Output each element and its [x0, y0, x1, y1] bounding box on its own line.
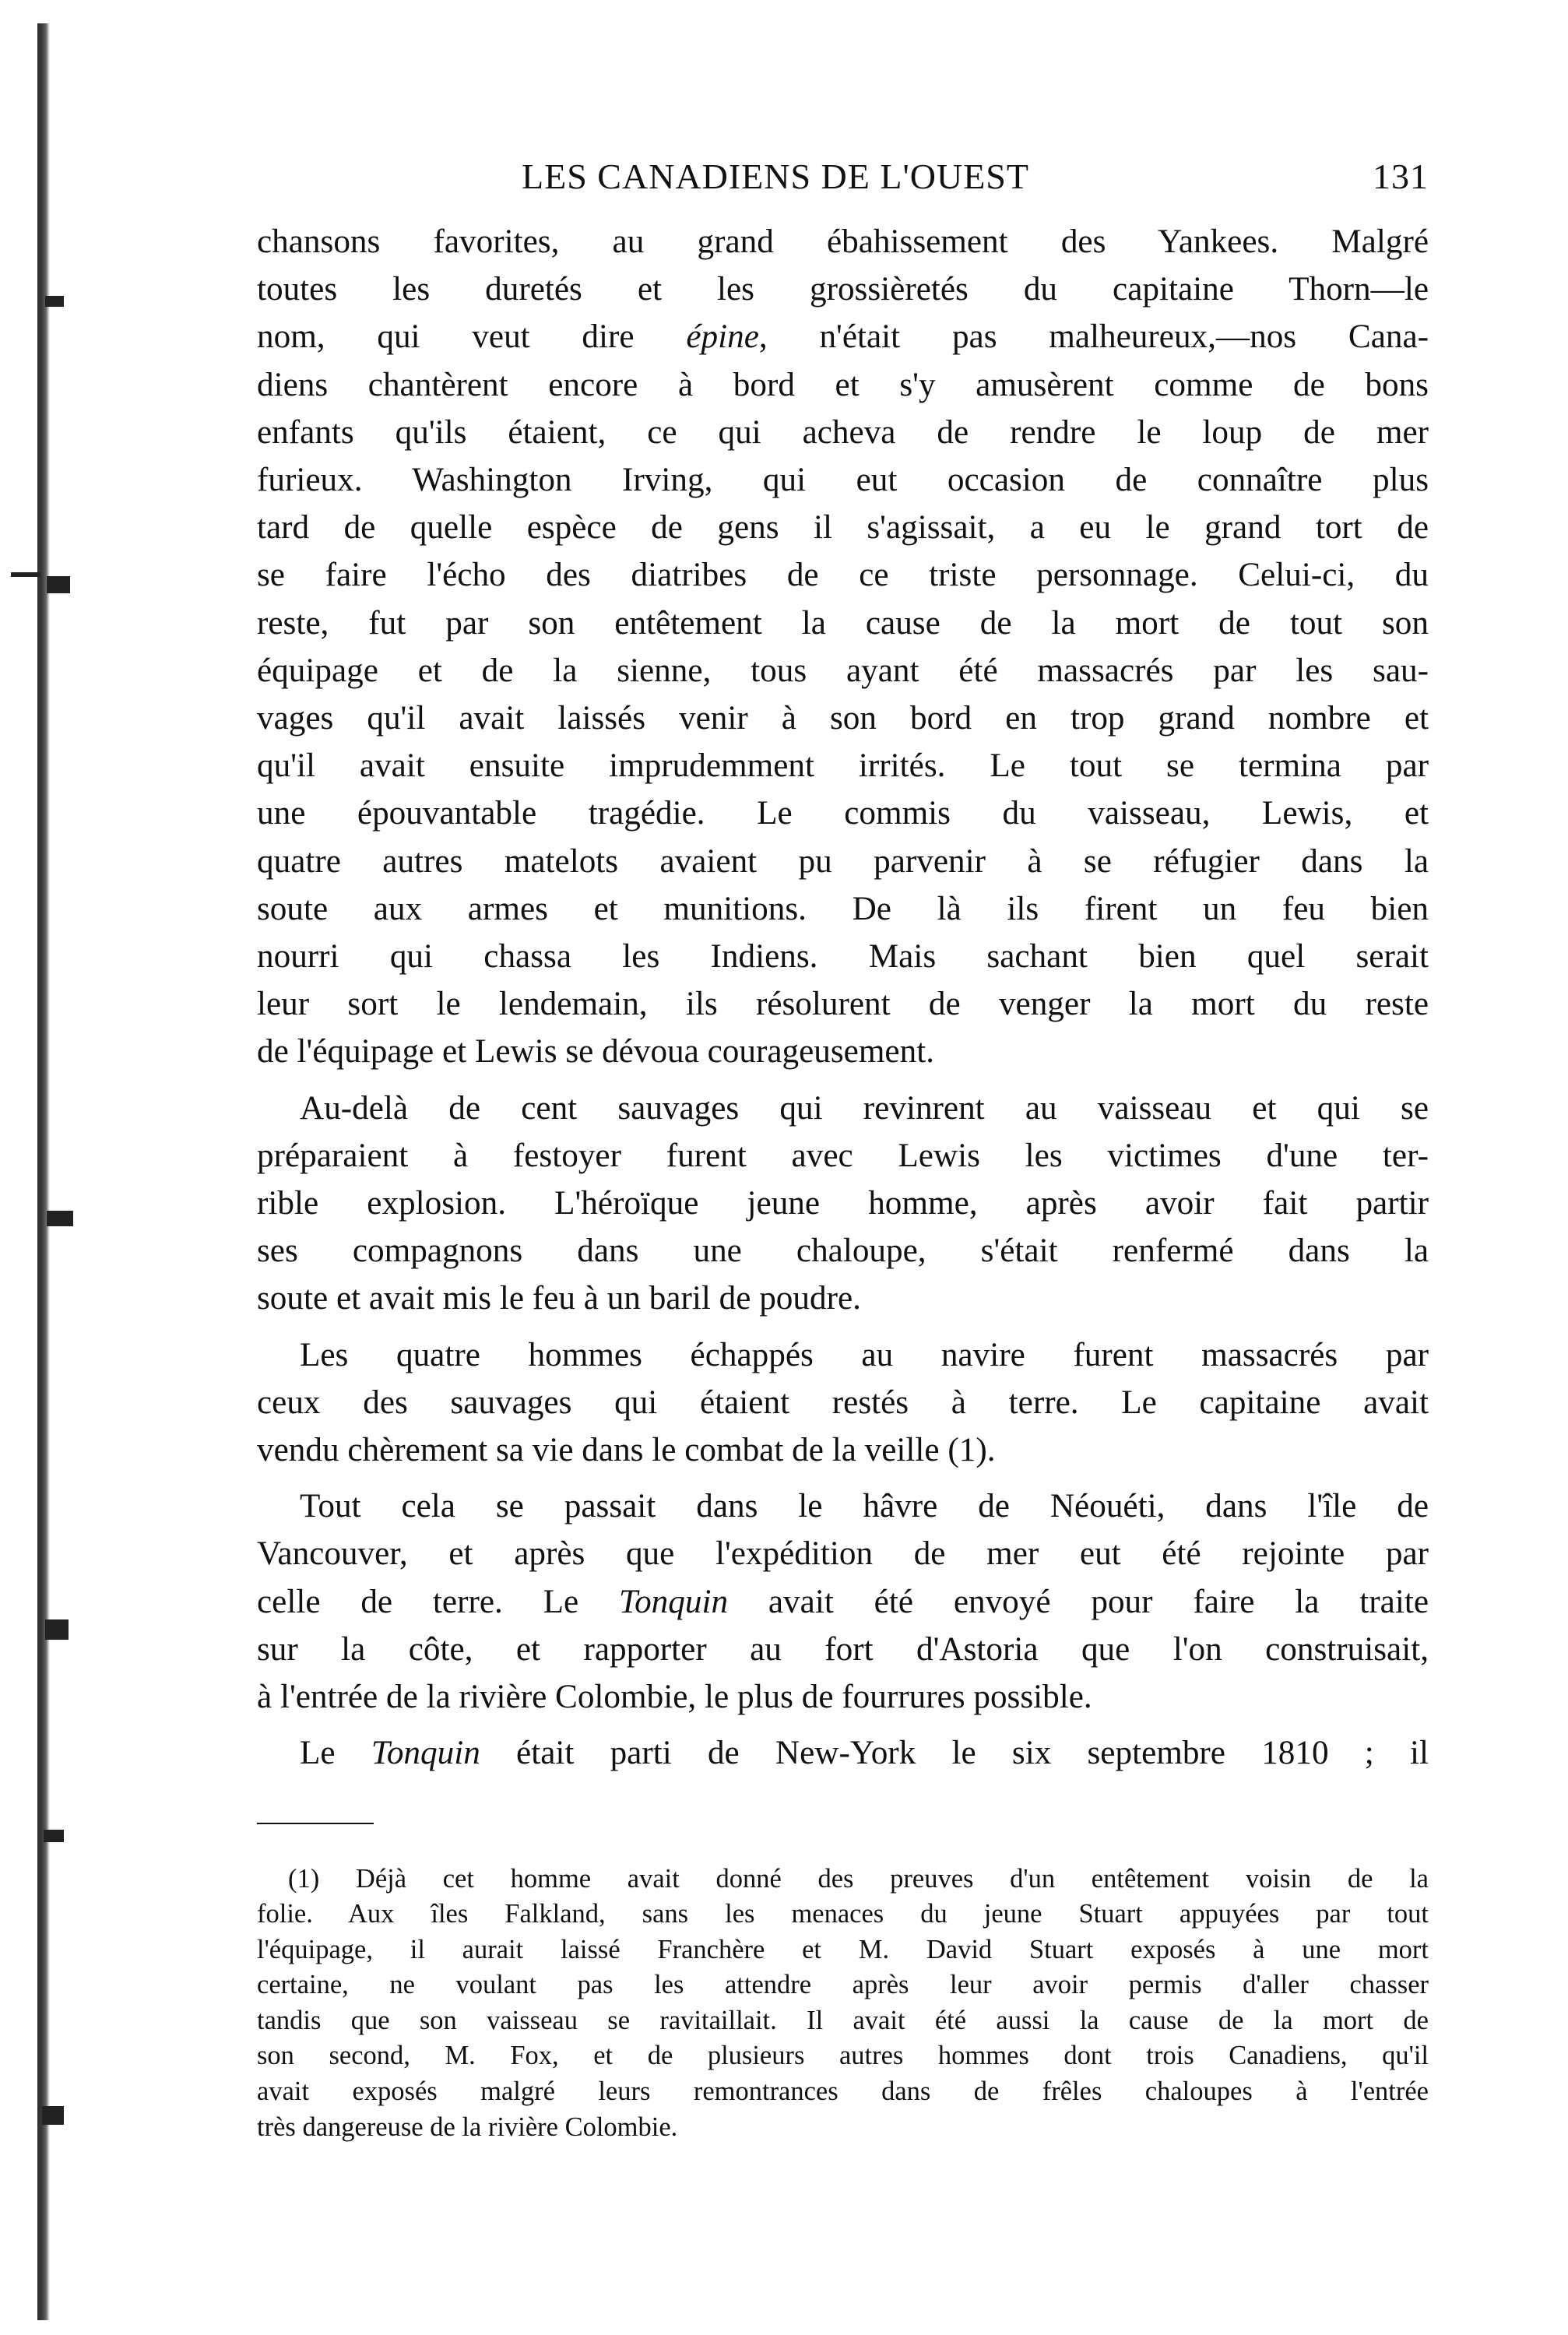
italic-word: épine [686, 318, 759, 356]
footnote-line: certaine, ne voulant pas les attendre après leur avoir permis d'aller chasser [257, 1970, 1429, 2000]
text-line: leur sort le lendemain, ils résolurent de venger la mort du reste [257, 986, 1429, 1023]
footnote [257, 1862, 1429, 2146]
text-line: équipage et de la sienne, tous ayant été massacrés par les sau- [257, 652, 1429, 689]
binding-mark [47, 1211, 73, 1226]
text-line: furieux. Washington Irving, qui eut occasion de connaître plus [257, 462, 1429, 499]
footnote-line: l'équipage, il aurait laissé Franchère et M. David Stuart exposés à une mort [257, 1934, 1429, 1964]
footnote-line: avait exposés malgré leurs remontrances dans de frêles chaloupes à l'entrée [257, 2077, 1429, 2107]
page-number: 131 [1373, 156, 1429, 196]
text-line: qu'il avait ensuite imprudemment irrités. Le tout se termina par [257, 747, 1429, 785]
running-head [257, 156, 1429, 202]
binding-mark [44, 1830, 64, 1842]
text-line: ses compagnons dans une chaloupe, s'était renfermé dans la [257, 1233, 1429, 1270]
footnote-line: folie. Aux îles Falkland, sans les menaces du jeune Stuart appuyées par tout [257, 1899, 1429, 1929]
text-line: vendu chèrement sa vie dans le combat de la veille (1). [257, 1432, 996, 1469]
text-line: ceux des sauvages qui étaient restés à terre. Le capitaine avait [257, 1384, 1429, 1421]
text-line: Les quatre hommes échappés au navire furent massacrés par [300, 1336, 1429, 1373]
text-line: Vancouver, et après que l'expédition de mer eut été rejointe par [257, 1535, 1429, 1573]
text-line: enfants qu'ils étaient, ce qui acheva de rendre le loup de mer [257, 413, 1429, 451]
binding-mark [47, 576, 70, 593]
footnote-line: très dangereuse de la rivière Colombie. [257, 2112, 678, 2142]
footnote-line: son second, M. Fox, et de plusieurs autres hommes dont trois Canadiens, qu'il [257, 2041, 1429, 2071]
text-line: préparaient à festoyer furent avec Lewis les victimes d'une ter- [257, 1137, 1429, 1174]
paragraph [257, 218, 1429, 1076]
text-line: à l'entrée de la rivière Colombie, le plus de fourrures possible. [257, 1679, 1092, 1716]
binding-mark [11, 572, 40, 577]
text-line: se faire l'écho des diatribes de ce triste personnage. Celui-ci, du [257, 557, 1429, 594]
running-head-title: LES CANADIENS DE L'OUEST [522, 156, 1029, 196]
paragraph [257, 1482, 1429, 1721]
text-line: quatre autres matelots avaient pu parvenir à se réfugier dans la [257, 842, 1429, 880]
text-line: sur la côte, et rapporter au fort d'Astoria que l'on construisait, [257, 1630, 1429, 1668]
text-line: nourri qui chassa les Indiens. Mais sachant bien quel serait [257, 938, 1429, 976]
text-line: rible explosion. L'héroïque jeune homme, après avoir fait partir [257, 1185, 1429, 1222]
text-line [257, 313, 1429, 360]
text-line: de l'équipage et Lewis se dévoua courageusement. [257, 1033, 934, 1071]
text-line [257, 1729, 1429, 1777]
text-line: Au-delà de cent sauvages qui revinrent au vaisseau et qui se [300, 1089, 1429, 1127]
text-line: vages qu'il avait laissés venir à son bord en trop grand nombre et [257, 700, 1429, 737]
text-fragment: , n'était pas malheureux,—nos Cana- [758, 318, 1429, 356]
footnote-rule [257, 1823, 374, 1824]
text-line [257, 1578, 1429, 1626]
binding-mark [45, 1619, 69, 1640]
paragraph [257, 1085, 1429, 1323]
text-fragment: nom, qui veut dire [257, 318, 687, 356]
text-fragment: celle de terre. Le [257, 1583, 620, 1620]
text-line: une épouvantable tragédie. Le commis du vaisseau, Lewis, et [257, 795, 1429, 832]
paragraph [257, 1331, 1429, 1475]
text-line: soute aux armes et munitions. De là ils firent un feu bien [257, 890, 1429, 927]
italic-ship-name: Tonquin [619, 1583, 729, 1620]
text-line: tard de quelle espèce de gens il s'agissait, a eu le grand tort de [257, 509, 1429, 547]
binding-mark [45, 296, 64, 307]
footnote-line: (1) Déjà cet homme avait donné des preuves d'un entêtement voisin de la [288, 1863, 1429, 1894]
text-fragment: était parti de New-York le six septembre 1810 ; il [480, 1735, 1429, 1772]
text-fragment: avait été envoyé pour faire la traite [728, 1583, 1429, 1620]
text-line: soute et avait mis le feu à un baril de poudre. [257, 1280, 861, 1317]
body-text [257, 218, 1429, 2145]
binding-mark [42, 2106, 64, 2125]
text-line: toutes les duretés et les grossièretés du capitaine Thorn—le [257, 271, 1429, 308]
text-fragment: Le [300, 1735, 371, 1772]
footnote-line: tandis que son vaisseau se ravitaillait. Il avait été aussi la cause de la mort de [257, 2005, 1429, 2035]
text-line: Tout cela se passait dans le hâvre de Néouéti, dans l'île de [300, 1488, 1429, 1525]
text-line: chansons favorites, au grand ébahissement des Yankees. Malgré [257, 223, 1429, 260]
paragraph [257, 1729, 1429, 1777]
italic-ship-name: Tonquin [371, 1735, 480, 1772]
text-line: reste, fut par son entêtement la cause de la mort de tout son [257, 604, 1429, 642]
text-line: diens chantèrent encore à bord et s'y amusèrent comme de bons [257, 366, 1429, 403]
binding-edge [37, 23, 50, 2320]
book-page [257, 156, 1429, 2145]
